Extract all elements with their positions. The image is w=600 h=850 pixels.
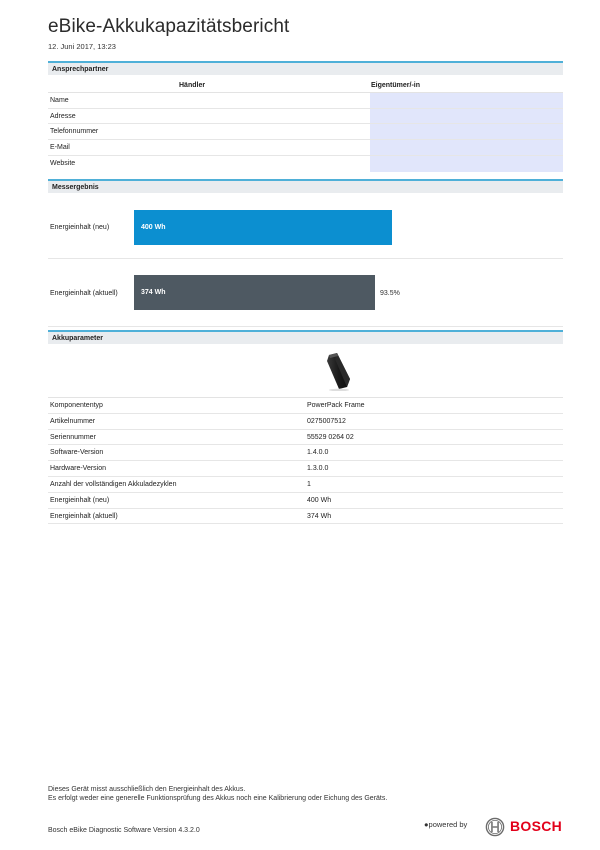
- parameters-table: [48, 397, 563, 524]
- section-parameters-header: Akkuparameter: [48, 330, 563, 344]
- param-key: Energieinhalt (neu): [50, 496, 110, 504]
- param-key: Software-Version: [50, 449, 104, 457]
- param-row: [48, 461, 563, 477]
- contact-row: [48, 140, 563, 156]
- param-key: Anzahl der vollständigen Akkuladezyklen: [50, 480, 177, 488]
- param-value: PowerPack Frame: [307, 402, 365, 409]
- battery-pack-icon: [323, 351, 355, 391]
- energy-current-bar: [134, 275, 375, 310]
- contact-row-label: E-Mail: [50, 144, 70, 152]
- energy-current-percent: 93.5%: [380, 290, 400, 297]
- contact-row-label: Adresse: [50, 112, 76, 120]
- param-key: Energieinhalt (aktuell): [50, 512, 118, 520]
- measurement-row-current: [48, 259, 563, 327]
- section-contact-header: Ansprechpartner: [48, 61, 563, 75]
- section-measurement-header: Messergebnis: [48, 179, 563, 193]
- param-value: 55529 0264 02: [307, 433, 354, 441]
- contact-row: [48, 93, 563, 109]
- contact-row: [48, 109, 563, 125]
- col-dealer: Händler: [179, 82, 206, 89]
- powered-by-text: ●powered by: [424, 820, 468, 829]
- param-value: 1.3.0.0: [307, 465, 329, 473]
- param-row: [48, 430, 563, 446]
- disclaimer-line-2: Es erfolgt weder eine generelle Funktionsprüfung des Akkus noch eine Kalibrierung oder Eichung des Geräts.: [48, 794, 388, 802]
- energy-new-label: Energieinhalt (neu): [50, 224, 110, 231]
- col-owner: Eigentümer/-in: [371, 82, 421, 89]
- param-value: 1: [307, 480, 311, 488]
- param-row: [48, 414, 563, 430]
- software-version: Bosch eBike Diagnostic Software Version 4.3.2.0: [48, 827, 200, 834]
- param-value: 0275007512: [307, 417, 346, 425]
- contact-row: [48, 156, 563, 172]
- contact-column-headers: [48, 79, 563, 93]
- param-row: [48, 509, 563, 525]
- energy-new-bar: [134, 210, 392, 245]
- report-title: eBike-Akkukapazitätsbericht: [48, 16, 290, 37]
- energy-new-value: 400 Wh: [141, 224, 166, 231]
- param-key: Artikelnummer: [50, 417, 96, 425]
- param-key: Hardware-Version: [50, 465, 107, 473]
- param-key: Komponententyp: [50, 402, 103, 409]
- param-row: [48, 445, 563, 461]
- bosch-brand-text: BOSCH: [510, 818, 563, 834]
- energy-current-label: Energieinhalt (aktuell): [50, 290, 118, 297]
- contact-row: [48, 124, 563, 140]
- param-row: [48, 398, 563, 414]
- energy-current-value: 374 Wh: [141, 289, 166, 296]
- bosch-logo-icon: [485, 817, 505, 837]
- measurement-row-new: [48, 195, 563, 259]
- contact-row-label: Website: [50, 159, 76, 167]
- param-row: [48, 477, 563, 493]
- param-key: Seriennummer: [50, 433, 96, 441]
- contact-table: [48, 79, 563, 171]
- param-value: 1.4.0.0: [307, 449, 329, 457]
- contact-row-label: Telefonnummer: [50, 128, 99, 136]
- param-value: 374 Wh: [307, 512, 332, 520]
- param-row: [48, 493, 563, 509]
- disclaimer-line-1: Dieses Gerät misst ausschließlich den Energieinhalt des Akkus.: [48, 786, 246, 793]
- disclaimer: [48, 786, 387, 803]
- report-date: 12. Juni 2017, 13:23: [48, 42, 116, 51]
- contact-row-label: Name: [50, 97, 69, 104]
- param-value: 400 Wh: [307, 496, 332, 504]
